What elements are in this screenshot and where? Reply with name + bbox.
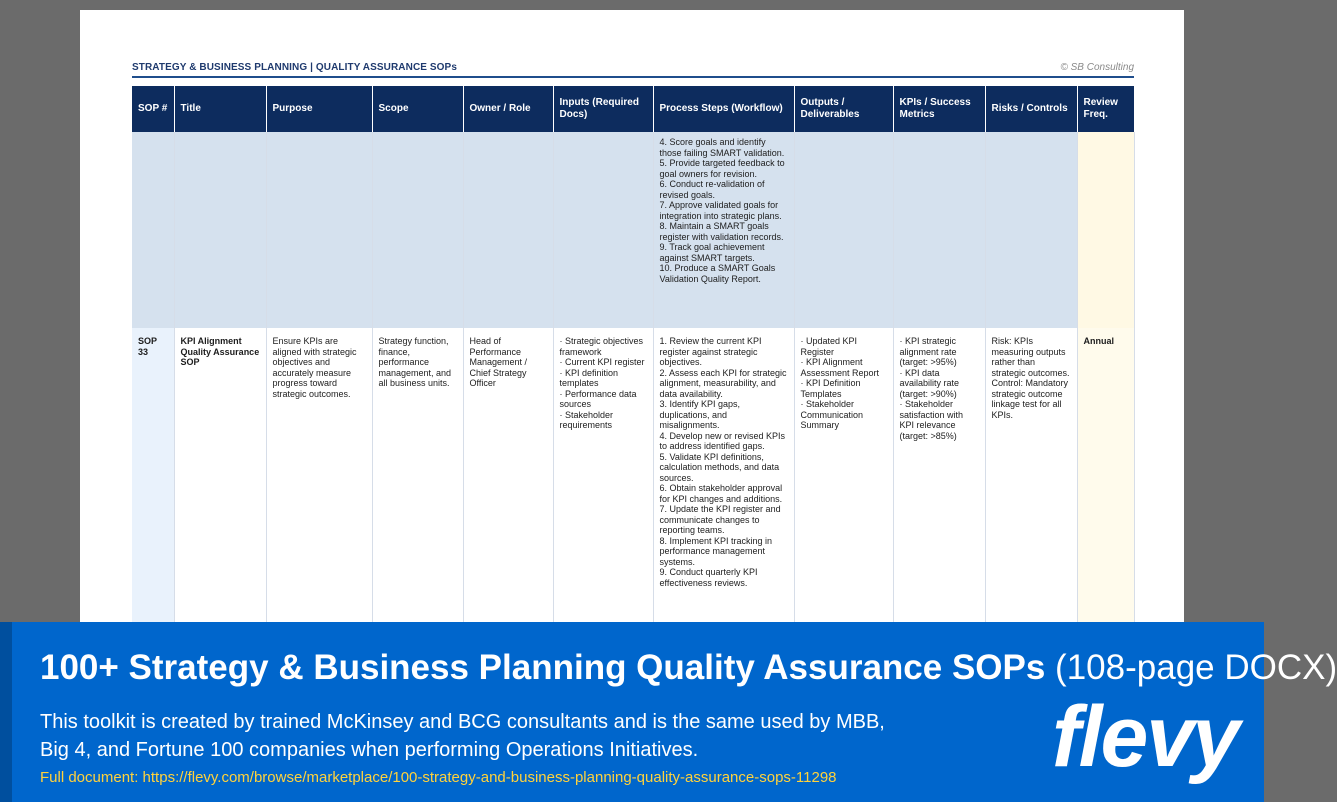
document-title: STRATEGY & BUSINESS PLANNING | QUALITY ASSURANCE SOPs — [132, 62, 457, 73]
review-frequency: Annual — [1077, 328, 1134, 628]
process-step: 10. Produce a SMART Goals Validation Quality Report. — [659, 263, 776, 284]
column-header: Review Freq. — [1077, 86, 1134, 132]
input-item: · Current KPI register — [559, 357, 645, 367]
flevy-logo[interactable]: flevy — [1052, 689, 1239, 785]
column-header: Inputs (Required Docs) — [553, 86, 653, 132]
table-cell — [1077, 132, 1134, 328]
full-document-link[interactable]: Full document: https://flevy.com/browse/marketplace/100-strategy-and-business-planning-quality-assurance-sops-11298 — [40, 769, 837, 786]
process-steps-cell — [653, 328, 794, 628]
banner-description — [40, 708, 920, 764]
output-item: · KPI Alignment Assessment Report — [800, 357, 880, 378]
kpi-item: · KPI data availability rate (target: >90%) — [899, 367, 960, 399]
process-step: 9. Conduct quarterly KPI effectiveness reviews. — [659, 567, 758, 588]
output-item: · KPI Definition Templates — [800, 378, 861, 399]
banner-title-main: 100+ Strategy & Business Planning Quality Assurance SOPs — [40, 648, 1046, 687]
process-step: 5. Validate KPI definitions, calculation methods, and data sources. — [659, 451, 780, 483]
process-step: 3. Identify KPI gaps, duplications, and misalignments. — [659, 399, 741, 430]
sop-owner: Head of Performance Management / Chief Strategy Officer — [463, 328, 553, 628]
kpi-item: · Stakeholder satisfaction with KPI relevance (target: >85%) — [899, 399, 964, 441]
column-header: Scope — [372, 86, 463, 132]
table-cell — [372, 132, 463, 328]
column-header: Outputs / Deliverables — [794, 86, 893, 132]
banner-description-line: This toolkit is created by trained McKinsey and BCG consultants and is the same used by MBB, — [40, 711, 885, 733]
process-step: 6. Conduct re-validation of revised goals. — [659, 179, 765, 200]
table-header-row — [132, 86, 1134, 132]
process-step: 6. Obtain stakeholder approval for KPI changes and additions. — [659, 483, 783, 504]
input-item: · Performance data sources — [559, 388, 637, 409]
sop-risks: Risk: KPIs measuring outputs rather than strategic outcomes. Control: Mandatory strategic outcome linkage test for all KPIs. — [985, 328, 1077, 628]
sop-kpis — [893, 328, 985, 628]
table-cell — [174, 132, 266, 328]
table-cell — [463, 132, 553, 328]
input-item: · Stakeholder requirements — [559, 409, 614, 430]
process-step: 4. Develop new or revised KPIs to address identified gaps. — [659, 430, 786, 451]
column-header: Title — [174, 86, 266, 132]
banner-title — [40, 648, 1337, 688]
process-step: 7. Update the KPI register and communicate changes to reporting teams. — [659, 504, 781, 535]
copyright-label: © SB Consulting — [1060, 62, 1134, 73]
process-step: 9. Track goal achievement against SMART targets. — [659, 242, 765, 263]
sop-inputs — [553, 328, 653, 628]
process-step: 8. Maintain a SMART goals register with validation records. — [659, 221, 784, 242]
table-cell — [132, 132, 174, 328]
process-steps-cell — [653, 132, 794, 328]
sop-number: SOP 33 — [132, 328, 174, 628]
process-step: 8. Implement KPI tracking in performance management systems. — [659, 535, 773, 567]
column-header: Process Steps (Workflow) — [653, 86, 794, 132]
column-header: SOP # — [132, 86, 174, 132]
column-header: Purpose — [266, 86, 372, 132]
table-cell — [893, 132, 985, 328]
banner-title-suffix: (108-page DOCX) — [1045, 648, 1337, 687]
table-row — [132, 328, 1134, 628]
sop-purpose: Ensure KPIs are aligned with strategic objectives and accurately measure progress toward strategic outcomes. — [266, 328, 372, 628]
table-cell — [266, 132, 372, 328]
sop-outputs — [794, 328, 893, 628]
banner-accent-bar — [0, 622, 12, 802]
sop-scope: Strategy function, finance, performance management, and all business units. — [372, 328, 463, 628]
process-step: 1. Review the current KPI register against strategic objectives. — [659, 336, 762, 367]
input-item: · Strategic objectives framework — [559, 336, 644, 357]
table-row — [132, 132, 1134, 328]
input-item: · KPI definition templates — [559, 367, 619, 388]
kpi-item: · KPI strategic alignment rate (target: >95%) — [899, 336, 957, 367]
column-header: KPIs / Success Metrics — [893, 86, 985, 132]
column-header: Owner / Role — [463, 86, 553, 132]
promo-banner — [0, 622, 1337, 802]
output-item: · Updated KPI Register — [800, 336, 858, 357]
process-step: 5. Provide targeted feedback to goal owners for revision. — [659, 158, 785, 179]
table-cell — [553, 132, 653, 328]
output-item: · Stakeholder Communication Summary — [800, 399, 864, 430]
process-step: 2. Assess each KPI for strategic alignment, measurability, and data availability. — [659, 367, 787, 399]
document-page — [80, 10, 1184, 630]
sop-title: KPI Alignment Quality Assurance SOP — [174, 328, 266, 628]
process-step: 4. Score goals and identify those failing SMART validation. — [659, 137, 785, 158]
sop-table — [132, 86, 1135, 628]
banner-description-line: Big 4, and Fortune 100 companies when performing Operations Initiatives. — [40, 739, 699, 761]
document-header — [132, 62, 1134, 78]
column-header: Risks / Controls — [985, 86, 1077, 132]
table-cell — [794, 132, 893, 328]
process-step: 7. Approve validated goals for integration into strategic plans. — [659, 200, 782, 221]
table-cell — [985, 132, 1077, 328]
